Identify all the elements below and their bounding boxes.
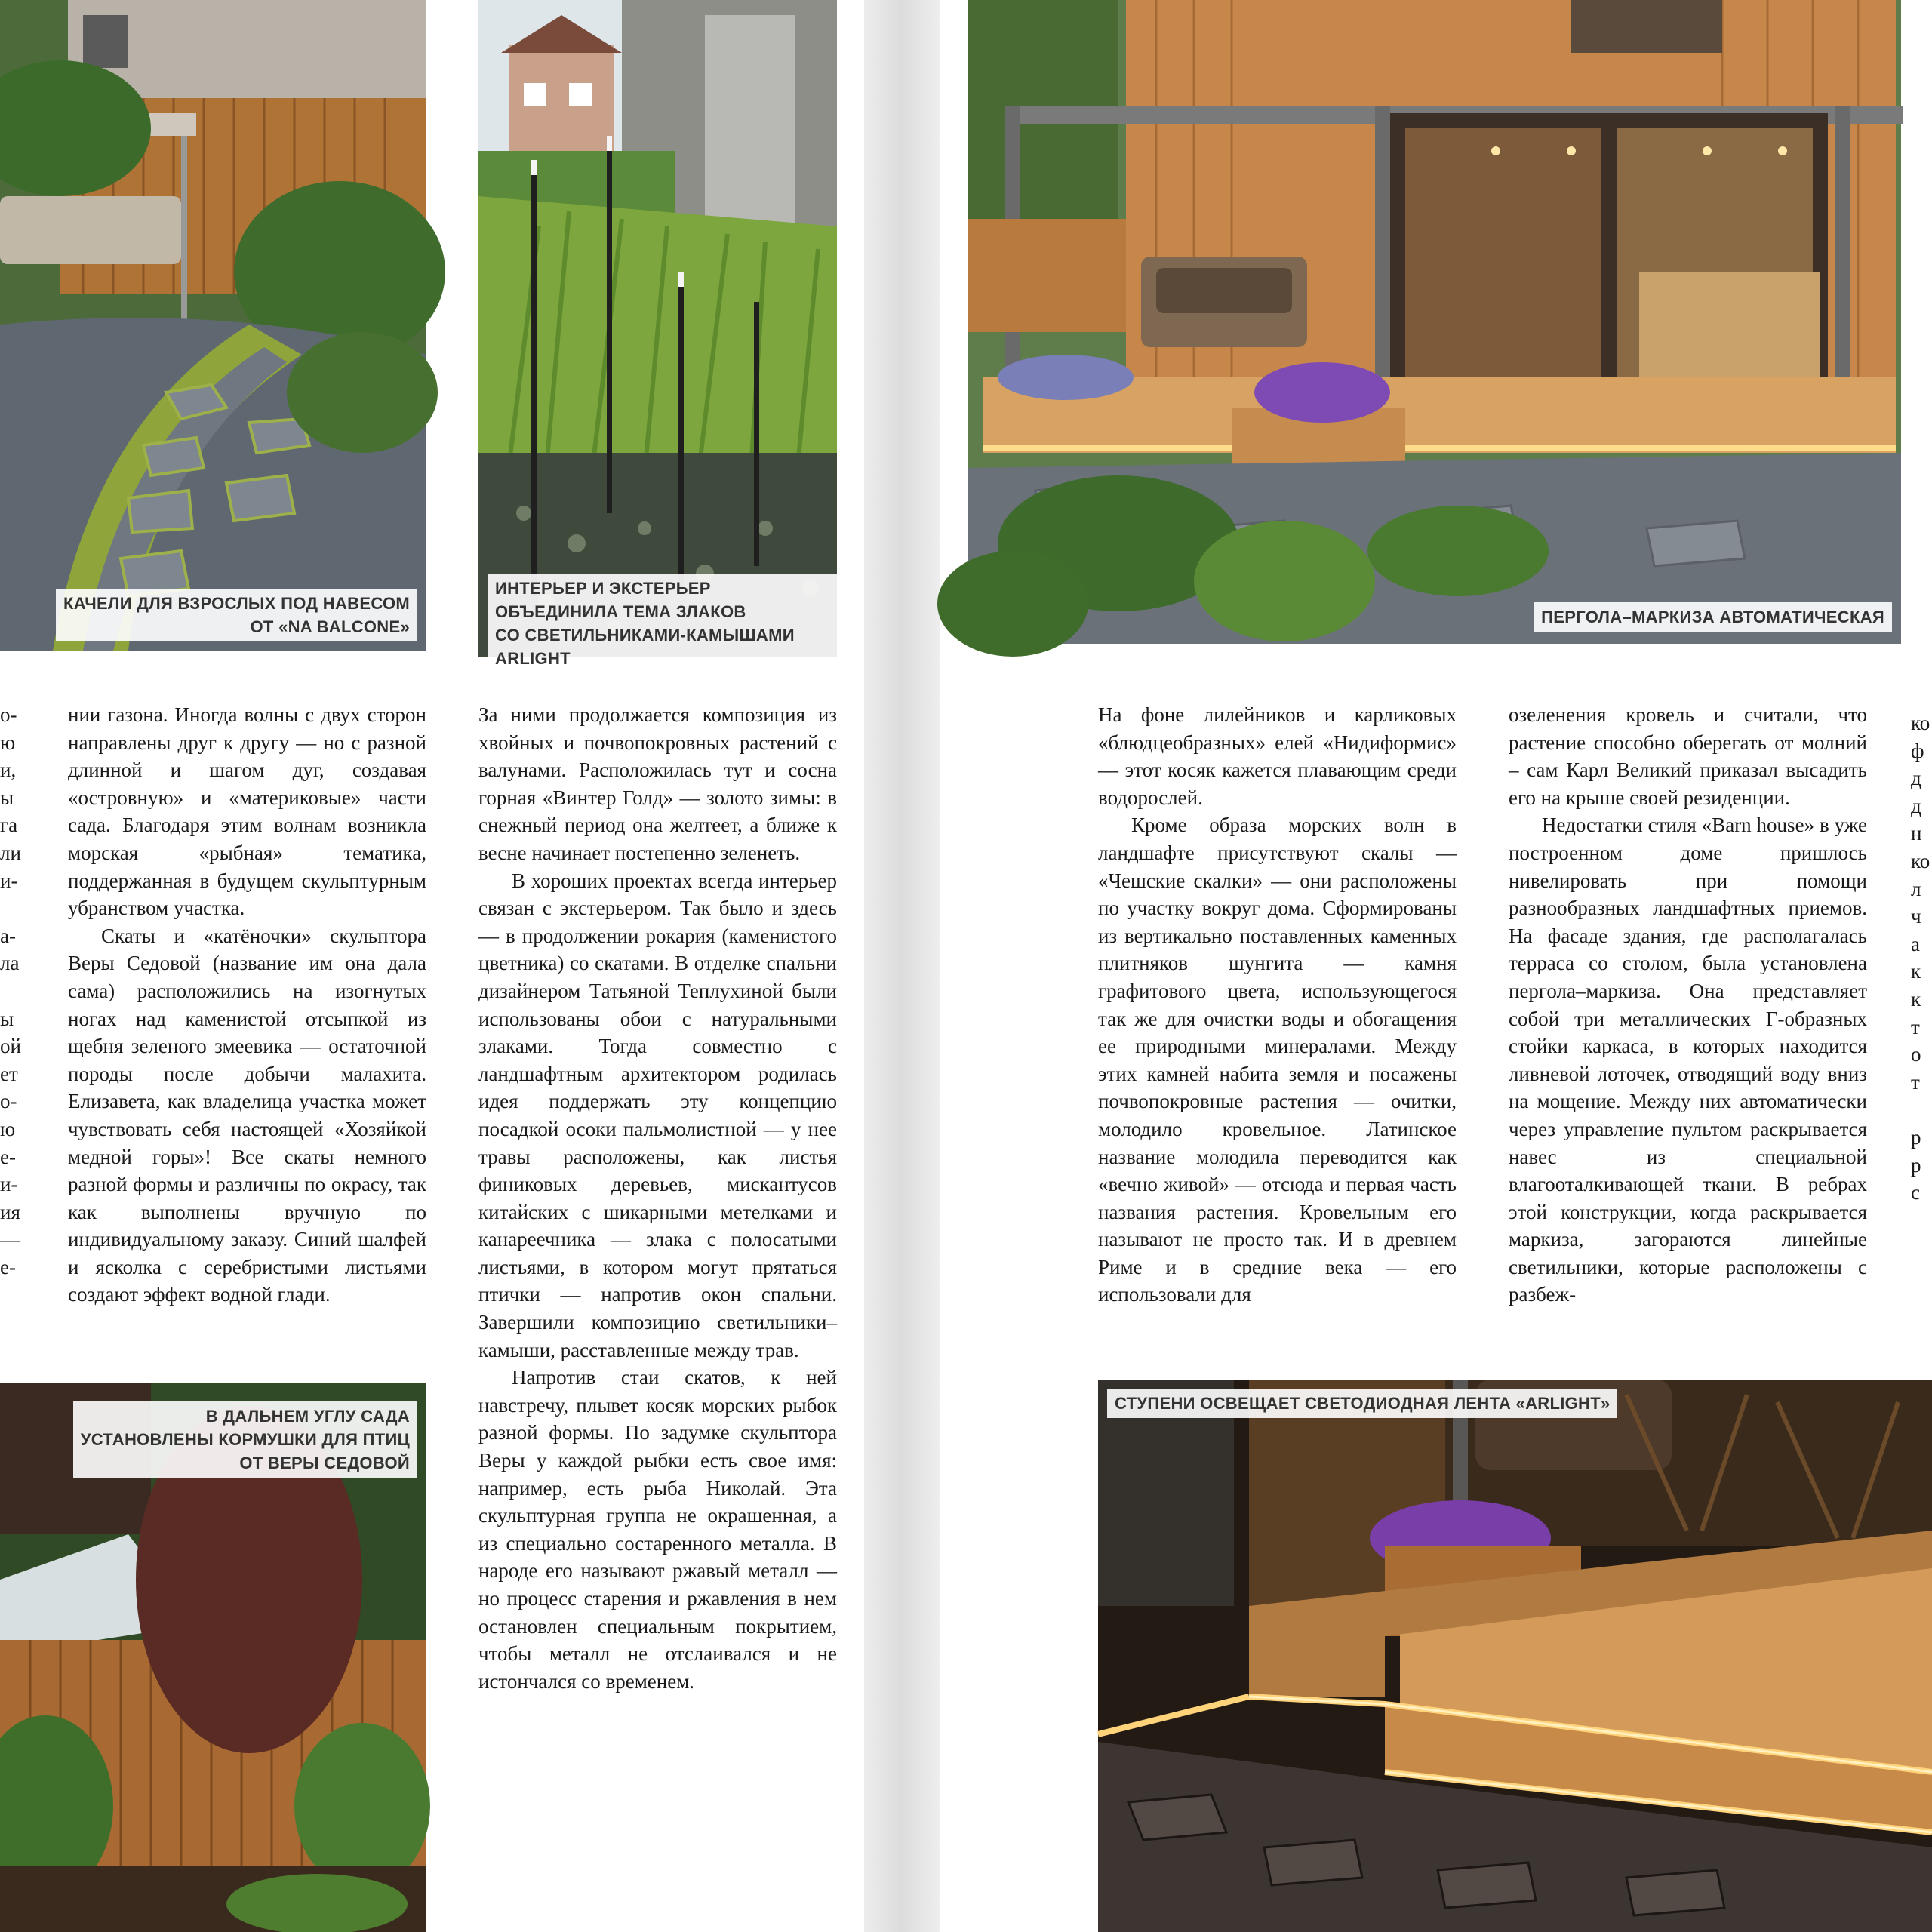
garden-swing-photo [0,0,426,651]
text-column-3 [1098,701,1457,1309]
fragment-line: ла [0,952,20,975]
caption-line: СТУПЕНИ ОСВЕЩАЕТ СВЕТОДИОДНАЯ ЛЕНТА «ARLIGHT» [1115,1394,1611,1413]
caption-line: УСТАНОВЛЕНЫ КОРМУШКИ ДЛЯ ПТИЦ [80,1430,410,1449]
fragment-line: ф [1911,739,1924,762]
paragraph: Скаты и «катёночки» скульптора Веры Седовой (название им она дала сама) расположились на изогнутых ногах над каменистой отсыпкой из щебня зеленого змеевика — остаточной породы после добычи малахита. Елизавета, как владелица участка может чувствовать себя настоящей «Хозяйкой медной горы»! Все скаты немного разной формы и различны по окрасу, так как выполнены вручную по индивидуальному заказу. Синий шалфей и ясколка с серебристыми листьями создают эффект водной глади. [68,924,426,1306]
fragment-line: ю [0,1117,16,1140]
fragment-line: ко [1911,849,1930,872]
caption-line: ОТ ВЕРЫ СЕДОВОЙ [239,1454,410,1472]
fragment-line [0,977,23,1005]
fragment-line: к [1911,987,1921,1011]
fragment-line: а [1911,932,1920,955]
caption-line: ОТ «NA BALCONE» [250,617,410,636]
paragraph: За ними продолжается композиция из хвойных и почвопокровных растений с валунами. Расположилась тут и сосна горная «Винтер Голд» — золото зимы: в снежный период она желтеет, а ближе к весне начинает постепенно зеленеть. [478,703,837,864]
fragment-line: р [1911,1125,1921,1149]
page-gutter [864,0,940,1932]
fragment-line: ч [1911,905,1921,928]
fragment-line [1911,1096,1932,1124]
fragment-line: е- [0,1145,16,1168]
fragment-line: ко [1911,712,1930,734]
fragment-line: и, [0,758,17,782]
caption-line: КАЧЕЛИ ДЛЯ ВЗРОСЛЫХ ПОД НАВЕСОМ [63,594,410,613]
photo-caption-grasses [488,574,837,673]
fragment-line: о- [0,1090,17,1113]
fragment-line: д [1911,767,1921,790]
fragment-line: ли [0,841,21,864]
bird-feeders-photo [0,1383,426,1932]
caption-line: СО СВЕТИЛЬНИКАМИ-КАМЫШАМИ ARLIGHT [495,626,795,668]
lit-steps-photo [1098,1380,1932,1932]
fragment-line: ы [0,786,14,809]
caption-line: ПЕРГОЛА–МАРКИЗА АВТОМАТИЧЕСКАЯ [1541,608,1884,626]
fragment-line: к [1911,960,1921,983]
fragment-line: с [1911,1181,1920,1204]
paragraph: Напротив стаи скатов, к ней навстречу, плывет косяк морских рыбок разной формы. По задумке скульптора Веры у каждой рыбки есть свое имя: например, есть рыба Николай. Эта скульптурная группа не окрашенная, а из специально состаренного металла. В народе его называют ржавый металл — но процесс старения и ржавления в нем остановлен специальным покрытием, чтобы металл не отслаивался и не истончался со временем. [478,1366,837,1693]
pergola-terrace-photo [968,0,1901,644]
fragment-line: ы [0,1007,14,1030]
right-page [940,0,1932,1932]
fragment-line: ой [0,1035,21,1058]
fragment-line: и- [0,1173,18,1196]
paragraph: Кроме образа морских волн в ландшафте присутствуют скалы — «Чешские скалки» — они расположены по участку вокруг дома. Сформированы из вертикально поставленных каменных плитняков шунгита — камня графитового цвета, использующегося так же для очистки воды и обогащения ее природными минералами. Между этих камней набита земля и посажены почвопокровные растения — очитки, молодило кровельное. Латинское название молодила переводится как «вечно живой» — отсюда и первая часть названия растения. Кровельным его называют не просто так. И в древнем Риме и в средние века — его использовали для [1098,814,1457,1306]
fragment-line: д [1911,794,1921,817]
text-column-1 [68,701,426,1309]
fragment-line: ет [0,1062,18,1085]
text-column-2 [478,701,837,1695]
photo-caption-feeders [73,1401,417,1478]
right-text-fragment [1911,709,1932,1207]
text-column-4 [1509,701,1867,1309]
fragment-line: — [0,1228,20,1251]
fragment-line: и- [0,869,18,892]
photo-caption-pergola [1534,602,1892,632]
fragment-line: т [1911,1070,1920,1094]
fragment-line: а- [0,924,16,947]
fragment-line [0,894,23,922]
fragment-line: о [1911,1043,1921,1066]
caption-line: ОБЪЕДИНИЛА ТЕМА ЗЛАКОВ [495,602,746,621]
caption-line: ИНТЕРЬЕР И ЭКСТЕРЬЕР [495,579,711,598]
fragment-line: н [1911,822,1922,845]
fragment-line: га [0,814,18,837]
left-text-fragment [0,701,23,1281]
fragment-line: р [1911,1153,1921,1177]
paragraph: Недостатки стиля «Barn house» в уже построенном доме пришлось нивелировать при помощи разнообразных ландшафтных приемов. На фасаде здания, где располагалась терраса со столом, была установлена пергола–маркиза. Она представляет собой три металлических Г-образных стойки каркаса, в которых находится ливневой лоточек, отводящий воду вниз на мощение. Между них автоматически через управление пультом раскрывается навес из специальной влагооталкивающей ткани. В ребрах этой конструкции, когда раскрывается маркиза, загораются линейные светильники, которые расположены с разбеж- [1509,814,1867,1306]
paragraph: На фоне лилейников и карликовых «блюдцеобразных» елей «Нидиформис» — этот косяк кажется плавающим среди водорослей. [1098,703,1457,809]
paragraph: В хороших проектах всегда интерьер связан с экстерьером. Так было и здесь — в продолжении рокария (каменистого цветника) со скатами. В отделке спальни дизайнером Татьяной Теплухиной были использованы обои с натуральными злаками. Тогда совместно с ландшафтным архитектором родилась идея поддержать эту концепцию посадкой осоки пальмолистной — у нее травы расположены, как листья финиковых деревьев, мискантусов китайских с шикарными метелками и канареечника — злака с полосатыми листьями, в котором могут прятаться птички — напротив окон спальни. Завершили композицию светильники–камыши, расставленные между трав. [478,869,837,1361]
paragraph: озеленения кровель и считали, что растение способно оберегать от молний – сам Карл Великий приказал высадить его на крыше своей резиденции. [1509,703,1867,809]
left-page [0,0,864,1932]
photo-caption-steps [1107,1389,1617,1418]
caption-line: В ДАЛЬНЕМ УГЛУ САДА [205,1407,410,1426]
photo-caption-swing [56,589,417,641]
fragment-line: л [1911,877,1921,900]
fragment-line: ю [0,731,16,754]
grasses-lights-photo [478,0,837,668]
fragment-line: о- [0,703,17,726]
fragment-line: ия [0,1200,20,1223]
fragment-line: е- [0,1255,16,1278]
fragment-line: т [1911,1015,1920,1038]
paragraph: нии газона. Иногда волны с двух сторон направлены друг к другу — но с разной длинной и шагом дуг, создавая «островную» и «материковые» части сада. Благодаря этим волнам возникла морская «рыбная» тематика, поддержанная в будущем скульптурным убранством участка. [68,703,426,920]
